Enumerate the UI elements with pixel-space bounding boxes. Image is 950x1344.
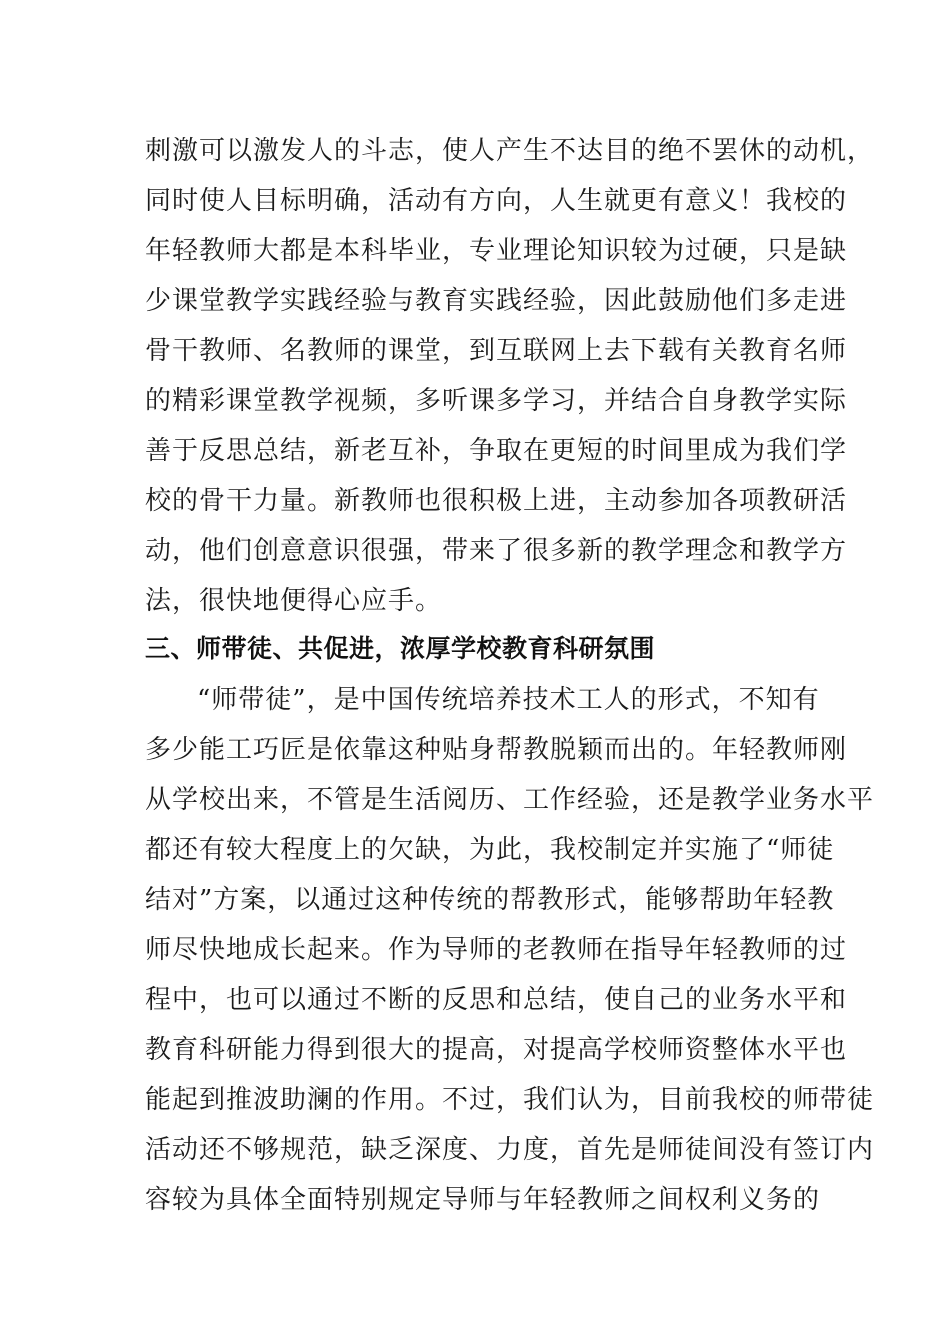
section-heading: 三、师带徒、共促进，浓厚学校教育科研氛围 (145, 634, 656, 663)
paragraph-line: 容较为具体全面特别规定导师与年轻教师之间权利义务的 (145, 1185, 821, 1215)
paragraph-line: 法，很快地便得心应手。 (145, 586, 443, 616)
paragraph-line: 骨干教师、名教师的课堂，到互联网上去下载有关教育名师 (145, 336, 848, 366)
paragraph-line: 少课堂教学实践经验与教育实践经验，因此鼓励他们多走进 (145, 286, 848, 316)
paragraph-line: 同时使人目标明确，活动有方向，人生就更有意义！我校的 (145, 186, 848, 216)
paragraph-line: 年轻教师大都是本科毕业，专业理论知识较为过硬，只是缺 (145, 236, 848, 266)
paragraph-line: 师尽快地成长起来。作为导师的老教师在指导年轻教师的过 (145, 935, 848, 965)
paragraph-line: “师带徒”，是中国传统培养技术工人的形式，不知有 (197, 685, 820, 715)
paragraph-line: 多少能工巧匠是依靠这种贴身帮教脱颖而出的。年轻教师刚 (145, 735, 848, 765)
paragraph-line: 从学校出来，不管是生活阅历、工作经验，还是教学业务水平 (145, 785, 875, 815)
paragraph-line: 的精彩课堂教学视频，多听课多学习，并结合自身教学实际 (145, 386, 848, 416)
paragraph-line: 刺激可以激发人的斗志，使人产生不达目的绝不罢休的动机， (145, 136, 875, 166)
paragraph-line: 教育科研能力得到很大的提高，对提高学校师资整体水平也 (145, 1035, 848, 1065)
paragraph-line: 都还有较大程度上的欠缺，为此，我校制定并实施了“师徒 (145, 835, 835, 865)
paragraph-line: 能起到推波助澜的作用。不过，我们认为，目前我校的师带徒 (145, 1085, 875, 1115)
paragraph-line: 结对”方案，以通过这种传统的帮教形式，能够帮助年轻教 (145, 885, 835, 915)
paragraph-line: 校的骨干力量。新教师也很积极上进，主动参加各项教研活 (145, 486, 848, 516)
paragraph-line: 动，他们创意意识很强，带来了很多新的教学理念和教学方 (145, 536, 848, 566)
paragraph-line: 活动还不够规范，缺乏深度、力度，首先是师徒间没有签订内 (145, 1135, 875, 1165)
paragraph-line: 善于反思总结，新老互补，争取在更短的时间里成为我们学 (145, 436, 848, 466)
paragraph-line: 程中，也可以通过不断的反思和总结，使自己的业务水平和 (145, 985, 848, 1015)
